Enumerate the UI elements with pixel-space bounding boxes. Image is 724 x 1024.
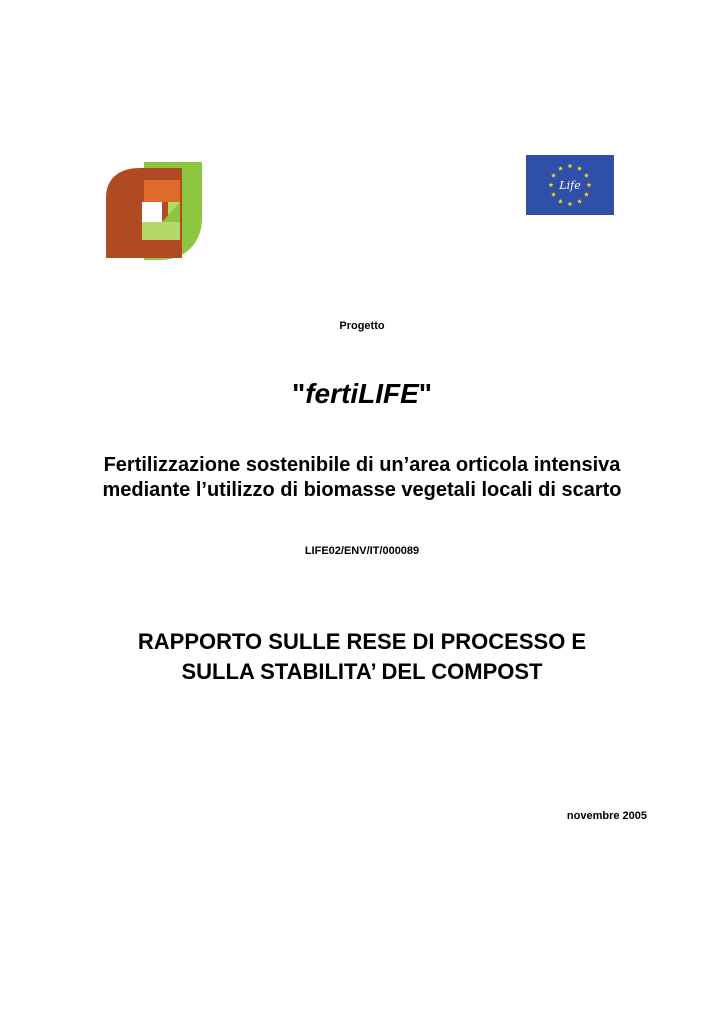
life-logo-text: Life	[559, 179, 581, 192]
eu-life-logo	[526, 155, 614, 215]
label-progetto: Progetto	[339, 320, 385, 332]
report-title	[0, 627, 724, 687]
report-date: novembre 2005	[566, 810, 647, 822]
project-name: fertiLIFE	[305, 378, 419, 409]
subtitle-line-2: mediante l’utilizzo di biomasse vegetali locali di scarto	[102, 479, 622, 501]
project-title	[0, 377, 724, 411]
project-code: LIFE02/ENV/IT/000089	[304, 545, 420, 557]
logo-white-notch	[142, 202, 162, 222]
project-subtitle	[0, 453, 724, 503]
title-open-quote: "	[291, 378, 306, 409]
report-title-line-2: SULLA STABILITA’ DEL COMPOST	[181, 659, 543, 684]
report-title-line-1: RAPPORTO SULLE RESE DI PROCESSO E	[137, 629, 587, 654]
subtitle-line-1: Fertilizzazione sostenibile di un’area orticola intensiva	[103, 454, 621, 476]
title-close-quote: "	[418, 378, 433, 409]
logo-orange-corner	[144, 180, 180, 202]
fertilife-logo	[104, 158, 206, 262]
